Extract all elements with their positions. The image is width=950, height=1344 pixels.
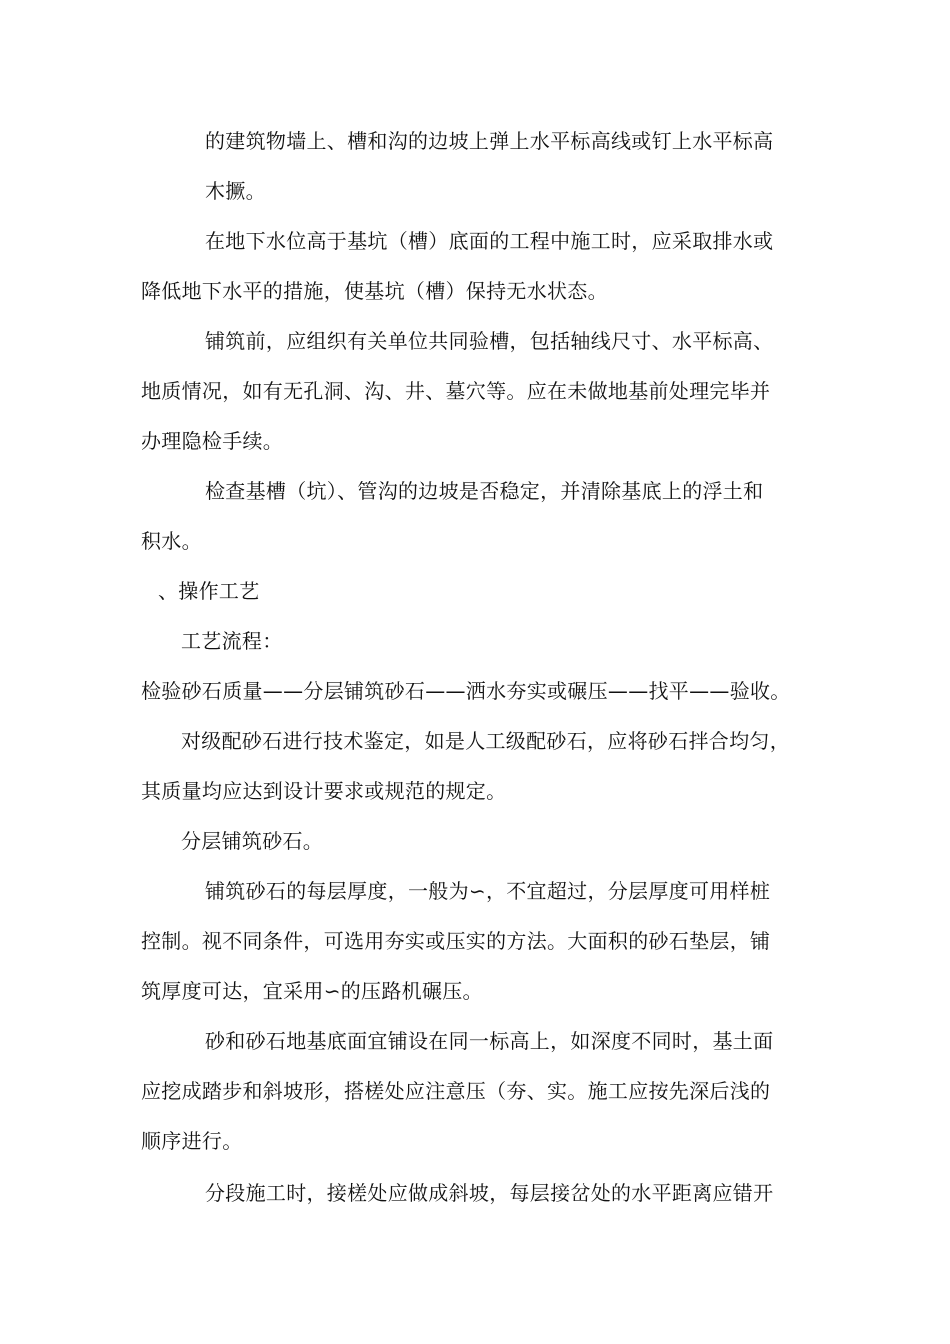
text-line: 的建筑物墙上、槽和沟的边坡上弹上水平标高线或钉上水平标高 [205,129,774,153]
text-line: 检查基槽（坑）、管沟的边坡是否稳定，并清除基底上的浮土和 [205,479,764,503]
text-line: 木撅。 [205,179,266,203]
text-line: 砂和砂石地基底面宜铺设在同一标高上，如深度不同时，基土面 [205,1029,774,1053]
text-line: 对级配砂石进行技术鉴定，如是人工级配砂石，应将砂石拌合均匀， [181,729,790,753]
text-line: 控制。视不同条件，可选用夯实或压实的方法。大面积的砂石垫层，铺 [141,929,771,953]
text-line: 其质量均应达到设计要求或规范的规定。 [141,779,507,803]
section-heading: 、操作工艺 [158,579,260,603]
text-line: 铺筑前，应组织有关单位共同验槽，包括轴线尺寸、水平标高、 [205,329,774,353]
text-line: 积水。 [141,529,202,553]
text-line: 降低地下水平的措施，使基坑（槽）保持无水状态。 [141,279,608,303]
text-line: 在地下水位高于基坑（槽）底面的工程中施工时，应采取排水或 [205,229,774,253]
text-line: 分段施工时，接槎处应做成斜坡，每层接岔处的水平距离应错开 [205,1181,774,1205]
text-line: 筑厚度可达，宜采用∽的压路机碾压。 [141,979,483,1003]
text-line: 分层铺筑砂石。 [181,829,324,853]
text-line: 办理隐检手续。 [141,429,284,453]
text-line: 应挖成踏步和斜坡形，搭槎处应注意压（夯、实。施工应按先深后浅的 [141,1079,771,1103]
text-line: 地质情况，如有无孔洞、沟、井、墓穴等。应在未做地基前处理完毕并 [141,379,771,403]
text-line: 顺序进行。 [141,1129,243,1153]
process-flow-line: 检验砂石质量——分层铺筑砂石——洒水夯实或碾压——找平——验收。 [141,679,791,703]
text-line: 工艺流程： [181,629,283,653]
text-line: 铺筑砂石的每层厚度，一般为∽，不宜超过，分层厚度可用样桩 [205,879,771,903]
